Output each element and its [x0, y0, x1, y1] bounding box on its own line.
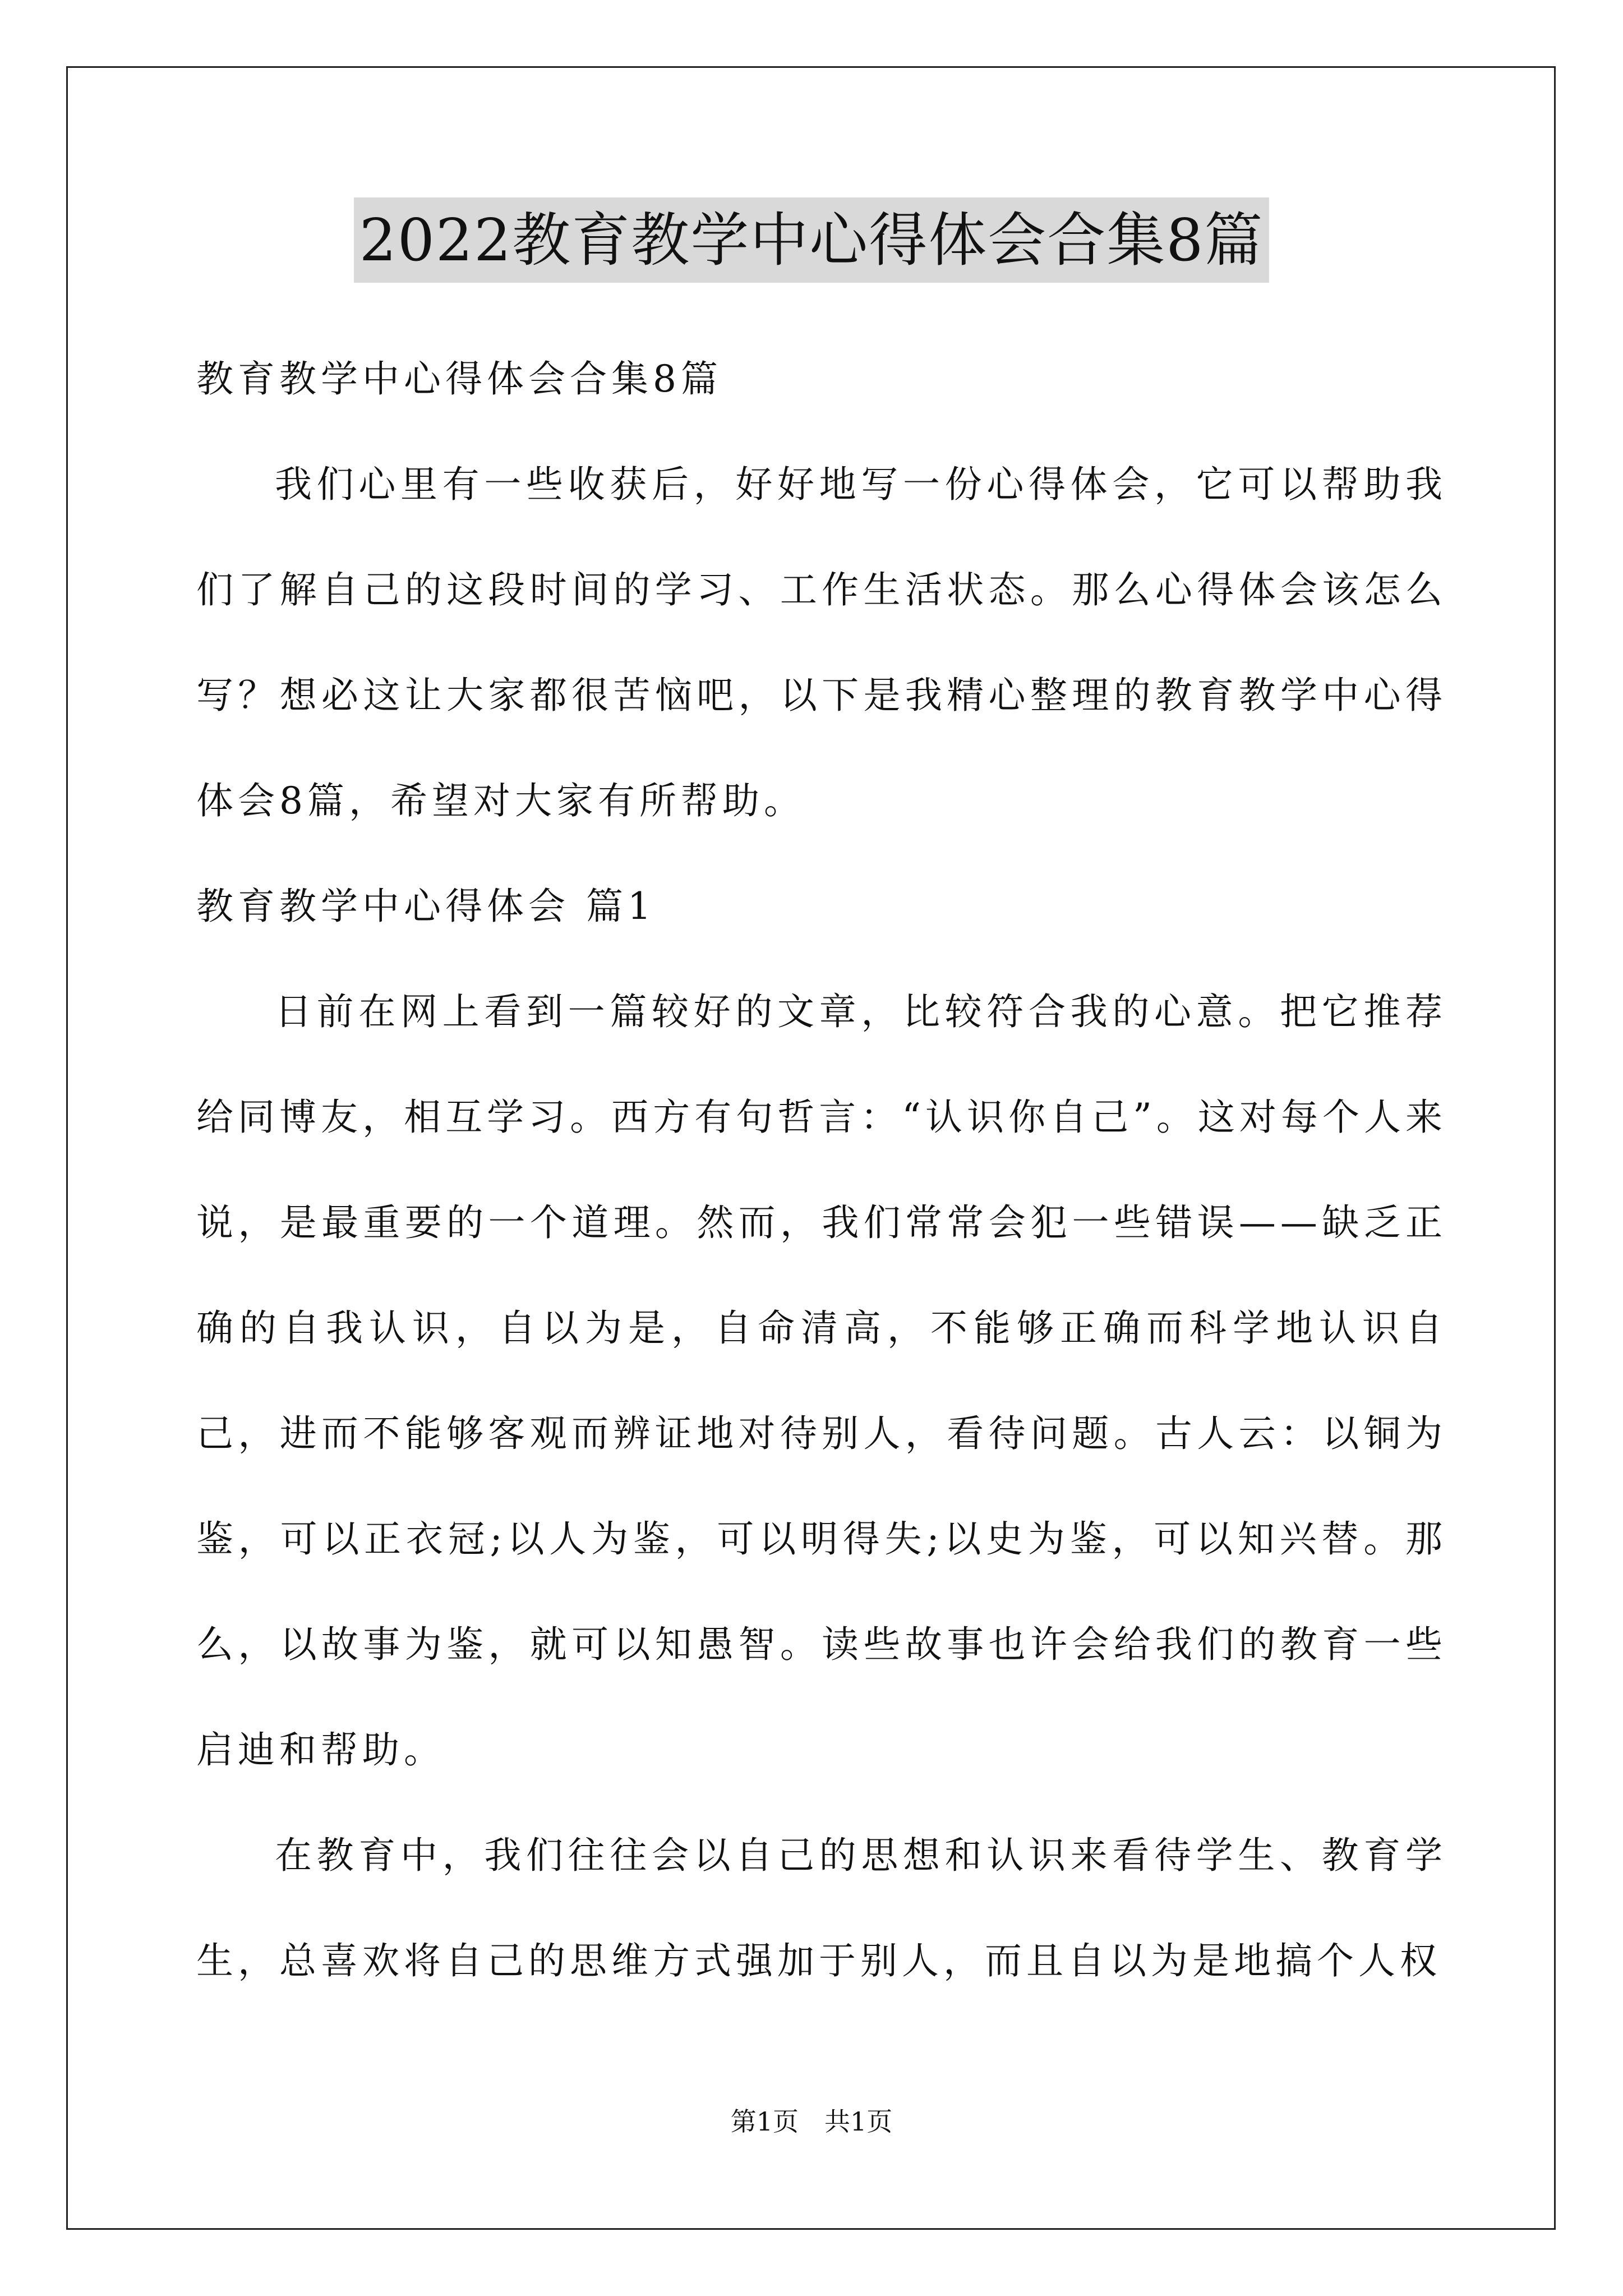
body-paragraph: 日前在网上看到一篇较好的文章，比较符合我的心意。把它推荐给同博友，相互学习。西方有句哲言：“认识你自己”。这对每个人来说，是最重要的一个道理。然而，我们常常会犯一些错误——缺乏正确的自我认识，自以为是，自命清高，不能够正确而科学地认识自己，进而不能够客观而辨证地对待别人，看待问题。古人云：以铜为鉴，可以正衣冠;以人为鉴，可以明得失;以史为鉴，可以知兴替。那么，以故事为鉴，就可以知愚智。读些故事也许会给我们的教育一些启迪和帮助。	[196, 990, 1447, 1772]
intro-paragraph: 我们心里有一些收获后，好好地写一份心得体会，它可以帮助我们了解自己的这段时间的学习、工作生活状态。那么心得体会该怎么写？想必这让大家都很苦恼吧，以下是我精心整理的教育教学中心得体会8篇，希望对大家有所帮助。	[196, 463, 1447, 822]
document-title: 2022教育教学中心得体会合集8篇	[354, 197, 1270, 283]
title-container	[0, 197, 1623, 283]
document-subtitle: 教育教学中心得体会合集8篇	[196, 357, 722, 401]
section-heading: 教育教学中心得体会 篇1	[196, 885, 656, 928]
body-paragraph: 在教育中，我们往往会以自己的思想和认识来看待学生、教育学生，总喜欢将自己的思维方式强加于别人，而且自以为是地搞个人权	[196, 1834, 1447, 1982]
page-footer: 第1页 共1页	[730, 2106, 893, 2137]
